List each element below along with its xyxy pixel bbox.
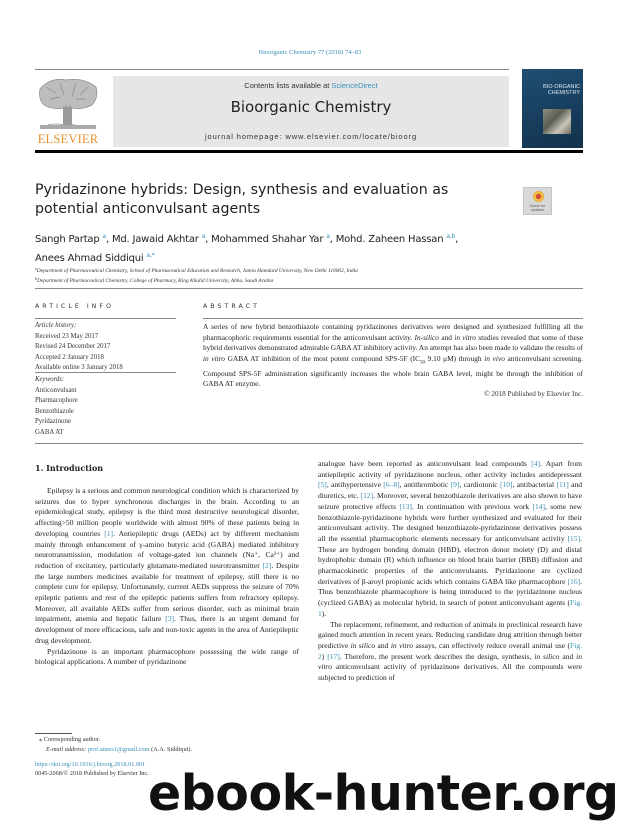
check-for-updates-badge[interactable] <box>523 187 552 215</box>
keyword-item: Benzothiazole <box>35 407 74 415</box>
footnote <box>35 735 295 755</box>
crossmark-label-line2: updates <box>531 208 544 212</box>
keywords-heading: Keywords: <box>35 376 65 383</box>
top-rule <box>35 69 509 70</box>
author-name[interactable]: Mohd. Zaheen Hassan <box>335 234 444 245</box>
citation-link[interactable]: Fig. 2 <box>318 640 583 661</box>
text-run: . In continuation with previous work <box>411 501 533 511</box>
article-info-rule <box>35 318 176 319</box>
text-run: . Despite the large numbers medicines available for treatment of epilepsy, still there is no complete cure for epilepsy. Unfortunately, current AEDs suppress the seizure of 70% epileptic patients and rest of the epileptic patients suffers from refractory epilepsy. Moreover, all available AEDs suffer from serious disorder, such as minimal brain impairment, anemia and hepatic failure <box>35 560 300 624</box>
history-item: Received 23 May 2017 <box>35 332 99 340</box>
text-run: and diuretics, etc. <box>318 480 582 501</box>
contents-line <box>113 81 509 90</box>
italic-term: in vitro <box>318 651 583 672</box>
affiliation-rule <box>35 288 583 289</box>
journal-masthead <box>113 76 509 147</box>
history-heading: Article history: <box>35 322 77 329</box>
citation-link[interactable]: [9] <box>450 480 460 490</box>
citation-link[interactable]: Fig. 1 <box>318 598 582 618</box>
sciencedirect-link[interactable]: ScienceDirect <box>331 81 378 90</box>
keyword-item: Pyridazinone <box>35 418 71 426</box>
cover-title <box>543 84 580 96</box>
header-thick-rule <box>35 150 583 153</box>
author-affiliation-mark[interactable]: a <box>201 233 206 240</box>
section-heading-introduction: 1. Introduction <box>35 463 104 473</box>
author-name[interactable]: Sangh Partap <box>35 234 100 245</box>
affiliation-key: a <box>35 266 37 271</box>
abstract-italic: in vitro <box>203 353 225 363</box>
crossmark-label-line1: Check for <box>529 204 546 208</box>
text-run: , antibacterial <box>512 480 557 490</box>
front-matter-rule <box>35 443 583 444</box>
email-line <box>35 745 295 755</box>
affiliation-text: Department of Pharmaceutical Chemistry, School of Pharmaceutical Education and Research, Jamia Hamdard University, New Delhi 110062, India <box>36 268 358 274</box>
citation-link[interactable]: [2] <box>262 560 272 570</box>
text-run: . Therefore, the present work describes the design, synthesis, <box>339 651 535 661</box>
abstract-text-span: and <box>438 332 455 342</box>
ic50-subscript: 50 <box>420 360 425 366</box>
citation-link[interactable]: [1] <box>104 528 114 538</box>
italic-term: in silico <box>534 651 560 661</box>
author-affiliation-mark[interactable]: a,* <box>146 252 155 259</box>
text-run: The replacement, refinement, and reduction of animals in preclinical research have gained much attention in recent years. Reducing candidate drug attrition through better predictive <box>318 619 582 650</box>
footnote-rule <box>35 733 72 734</box>
citation-link[interactable]: [11] <box>556 480 569 490</box>
citation-link[interactable]: [16] <box>567 576 581 586</box>
keywords <box>35 375 176 439</box>
article-history <box>35 321 176 374</box>
citation-link[interactable]: [3] <box>165 614 175 624</box>
keywords-rule <box>35 372 176 373</box>
author-list: Sangh Partap $^a$, Md. Jawaid Akhtar $^a$, Mohammed Shahar Yar $^a$, Mohd. Zaheen Hassan $^{a,b}$, Anees Ahmad Siddiqui $^{a,*}$ <box>35 233 459 264</box>
text-run: , antihypertensive <box>326 480 384 490</box>
paragraph <box>318 459 582 620</box>
citation-link[interactable]: [10] <box>500 480 513 490</box>
abstract-text-span: 9.10 μM) through <box>425 353 485 363</box>
abstract-text-span: studies revealed that some of these hybrid derivatives demonstrated admirable GABA AT inhibitory activity. An attempt has also been made to validate the results of <box>203 332 583 353</box>
crossmark-label <box>524 204 551 212</box>
running-head[interactable]: Bioorganic Chemistry 77 (2018) 74–83 <box>258 49 362 56</box>
affiliation-key: b <box>35 276 37 281</box>
text-run: , cardiotonic <box>459 480 500 490</box>
author-affiliation-mark[interactable]: a <box>102 233 106 240</box>
abstract-italic: in vitro <box>454 332 476 342</box>
text-run: , some new benzothiazole-pyridazinone hybrids were further synthesized and evaluated for their anticonvulsant activity. The designed benzothiazole-pyridazinone derivatives possess all the essential pharmacophoric elements necessary for anticonvulsant activity <box>318 501 583 543</box>
keyword-item: Pharmacophore <box>35 397 78 405</box>
email-suffix: (A.A. Siddiqui). <box>149 746 193 753</box>
text-run: and <box>375 640 391 650</box>
text-run: assays, can effectively reduce overall animal use ( <box>413 640 571 650</box>
email-link[interactable]: prof.anees1@gmail.com <box>87 746 150 753</box>
contents-prefix: Contents lists available at <box>244 81 332 90</box>
abstract-copyright: © 2018 Published by Elsevier Inc. <box>484 390 583 398</box>
abstract-body <box>203 322 583 390</box>
elsevier-tree-icon <box>36 75 100 133</box>
journal-cover[interactable] <box>522 69 583 148</box>
article-info-caption: ARTICLE INFO <box>35 303 114 310</box>
text-run: . Thus, there is an urgent demand for development of more efficacious, safe and non-toxic agents in the area of Antiepileptic drug development. <box>35 614 299 645</box>
abstract-italic: in vivo <box>484 353 505 363</box>
citation-link[interactable]: [5] <box>318 480 327 490</box>
citation-link[interactable]: [13] <box>399 501 412 511</box>
text-run: , antithrombotic <box>399 480 451 490</box>
text-run: ) <box>321 651 328 661</box>
keyword-item: GABA AT <box>35 428 64 436</box>
cover-image <box>543 109 571 134</box>
author-name[interactable]: Mohammed Shahar Yar <box>211 234 324 245</box>
doi-link[interactable]: https://doi.org/10.1016/j.bioorg.2018.01.001 <box>35 761 146 768</box>
abstract-text-span: A series of new hybrid benzothiazole containing pyridazinones derivatives were designed and synthesized fulfilling all the pharmacophoric requirements essential for the anticonvulsant activity. <box>203 322 583 342</box>
elsevier-wordmark: ELSEVIER <box>37 132 99 146</box>
abstract-italic: In-silico <box>414 332 439 342</box>
paper-title: Pyridazinone hybrids: Design, synthesis and evaluation as potential anticonvulsant agents <box>35 182 449 217</box>
text-run: . Thus benzothiazole pharmacophore is being introduced to the pyridazinone nucleus (cyclized GABA) as molecular hybrid, in search of potent anticonvulsant agents ( <box>318 576 582 608</box>
abstract-text-span: anticonvulsant screening. Compound SPS-5F administration significantly increases the whole brain GABA level, might be through the inhibition of GABA AT enzyme. <box>203 353 584 389</box>
author-affiliation-mark[interactable]: a <box>326 233 330 240</box>
author-name[interactable]: Anees Ahmad Siddiqui <box>35 253 144 264</box>
text-run: analogue have been reported as anticonvulsant lead compounds <box>318 459 532 468</box>
paragraph <box>318 620 582 684</box>
italic-term: in silico <box>350 640 376 650</box>
text-run: and <box>559 651 577 661</box>
author-affiliation-mark[interactable]: a,b <box>446 233 456 240</box>
corresponding-author-note: ⁎ Corresponding author. <box>39 736 101 743</box>
affiliations <box>35 265 575 285</box>
watermark: ebook-hunter.org <box>148 765 619 822</box>
keyword-item: Anticonvulsant <box>35 386 77 394</box>
history-item: Accepted 2 January 2018 <box>35 353 104 361</box>
text-run: Epilepsy is a serious and common neurological condition which is characterized by seizures due to hyper synchronous discharges in the brain. According to an epidemiological study, epilepsy is the third most destructive neurological disorder, affecting>50 million people worldwide with almost 90% of these patients being in developing countries <box>35 486 299 538</box>
abstract-text-span: GABA AT inhibition of the most potent compound SPS-5F (IC <box>224 353 420 363</box>
history-item: Revised 24 December 2017 <box>35 343 111 351</box>
text-run: . Apart from antiepileptic activity of pyridazinone nucleus, other activity includes antidepressant <box>318 459 582 479</box>
paragraph: Pyridazinone is an important pharmacophore possessing the wide range of biological applications. A number of pyridazinone <box>35 646 299 667</box>
email-label: E-mail address: <box>46 746 88 753</box>
citation-link[interactable]: [15] <box>567 533 581 543</box>
journal-title: Bioorganic Chemistry <box>230 98 392 116</box>
abstract-rule <box>203 318 583 319</box>
citation-link[interactable]: [17] <box>327 651 340 661</box>
body-column-left <box>35 486 299 668</box>
abstract-caption: ABSTRACT <box>203 303 260 310</box>
affiliation-item <box>35 265 575 275</box>
paragraph <box>35 486 299 647</box>
issn-copyright: 0045-2068/© 2018 Published by Elsevier Inc. <box>35 770 149 777</box>
author-name[interactable]: Md. Jawaid Akhtar <box>111 234 199 245</box>
crossmark-icon <box>533 191 544 202</box>
text-run: . Moreover, several benzothiazole derivatives are also shown to have seizure protective effects <box>318 491 582 511</box>
affiliation-text: Department of Pharmaceutical Chemistry, College of Pharmacy, King Khalid University, Abha, Saudi Arabia <box>37 278 274 284</box>
text-run: ). <box>321 608 327 618</box>
history-item: Available online 3 January 2018 <box>35 364 123 372</box>
body-column-right <box>318 459 582 684</box>
elsevier-logo[interactable] <box>33 75 103 147</box>
citation-link[interactable]: [12] <box>360 491 374 501</box>
text-run: . Antiepileptic drugs (AEDs) act by different mechanism mainly through enhancement of γ-amino butyric acid (GABA) mediated inhibitory neurotransmission, modulation of voltage-gated ion channels (Na⁺, Ca²⁺) and reduction of excitatory, particularly glutamate-mediated neurotransmitter <box>35 528 299 570</box>
italic-term: in vitro <box>390 640 414 650</box>
journal-homepage[interactable]: journal homepage: www.elsevier.com/locate/bioorg <box>204 132 418 141</box>
citation-link[interactable]: [4] <box>531 459 540 468</box>
citation-link[interactable]: [14] <box>532 501 546 511</box>
cover-title-line2: CHEMISTRY <box>547 90 580 96</box>
citation-link[interactable]: [6–8] <box>383 480 400 490</box>
text-run: . These are hydrogen bonding domain (HBD), electron donor moiety (D) and distal hydrophobic domain (R) which influence on blood brain barrier (BBB) diffusion and pharmacokinetic properties of the anticonvulsants. Pyridazinone are cyclized derivatives of β-aroyl propionic acids which contains GABA like pharmacophore <box>318 533 582 586</box>
text-run: anticonvulsant activity of pyridazinone derivatives. All the compounds were subjected to prediction of <box>318 662 582 683</box>
affiliation-item <box>35 275 575 285</box>
cover-title-line1: BIO-ORGANIC <box>543 84 580 90</box>
